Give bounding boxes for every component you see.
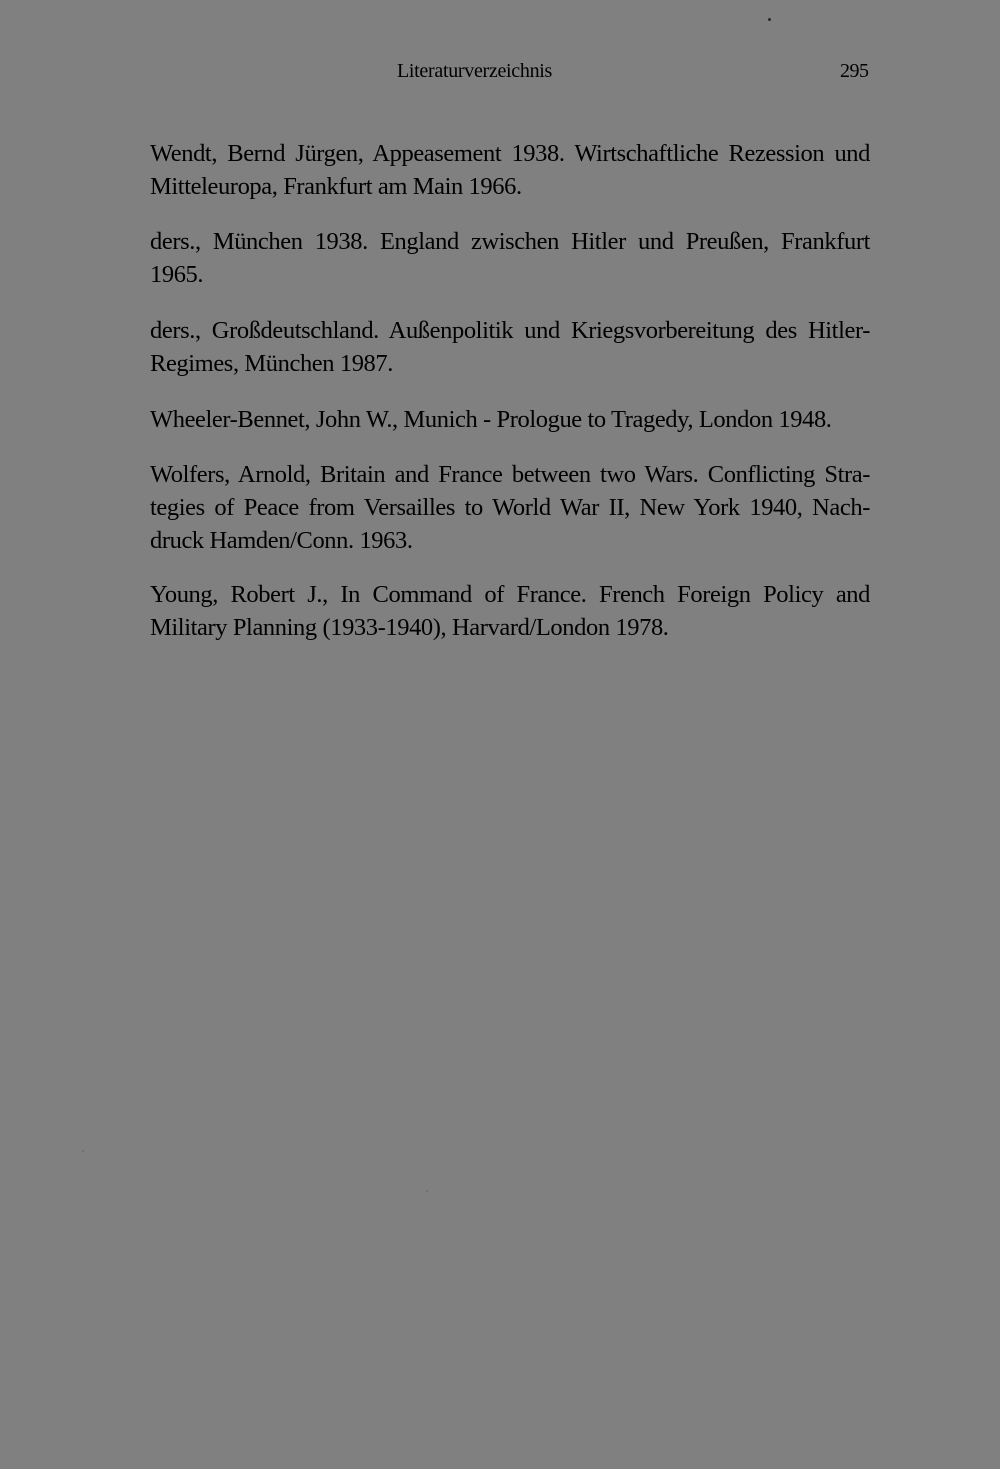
scan-speck: [768, 18, 771, 21]
bibliography-entry: [150, 314, 870, 380]
entry-line: ders., München 1938. England zwischen Hitler und Preußen, Frankfurt: [150, 228, 870, 255]
running-header-title: Literaturverzeichnis: [397, 60, 553, 82]
bibliography-entry: [150, 403, 870, 436]
scan-speck: [82, 1150, 84, 1152]
entry-line: Regimes, München 1987.: [150, 350, 393, 377]
bibliography-entry: [150, 458, 870, 557]
entry-line: druck Hamden/Conn. 1963.: [150, 527, 413, 554]
entry-line: 1965.: [150, 261, 204, 288]
scan-speck: [426, 1190, 428, 1192]
page-number: 295: [840, 60, 869, 82]
entry-line: Wheeler-Bennet, John W., Munich - Prologue to Tragedy, London 1948.: [150, 406, 832, 433]
entry-line: Wolfers, Arnold, Britain and France between two Wars. Conflicting Stra-: [150, 461, 870, 488]
entry-line: tegies of Peace from Versailles to World War II, New York 1940, Nach-: [150, 494, 870, 521]
entry-line: Mitteleuropa, Frankfurt am Main 1966.: [150, 173, 522, 200]
bibliography-entry: [150, 225, 870, 291]
bibliography-entry: [150, 137, 870, 203]
entry-line: ders., Großdeutschland. Außenpolitik und Kriegsvorbereitung des Hitler-: [150, 317, 870, 344]
entry-line: Young, Robert J., In Command of France. French Foreign Policy and: [150, 581, 870, 608]
bibliography-entry: [150, 578, 870, 644]
entry-line: Wendt, Bernd Jürgen, Appeasement 1938. Wirtschaftliche Rezession und: [150, 140, 870, 167]
entry-line: Military Planning (1933-1940), Harvard/London 1978.: [150, 614, 669, 641]
